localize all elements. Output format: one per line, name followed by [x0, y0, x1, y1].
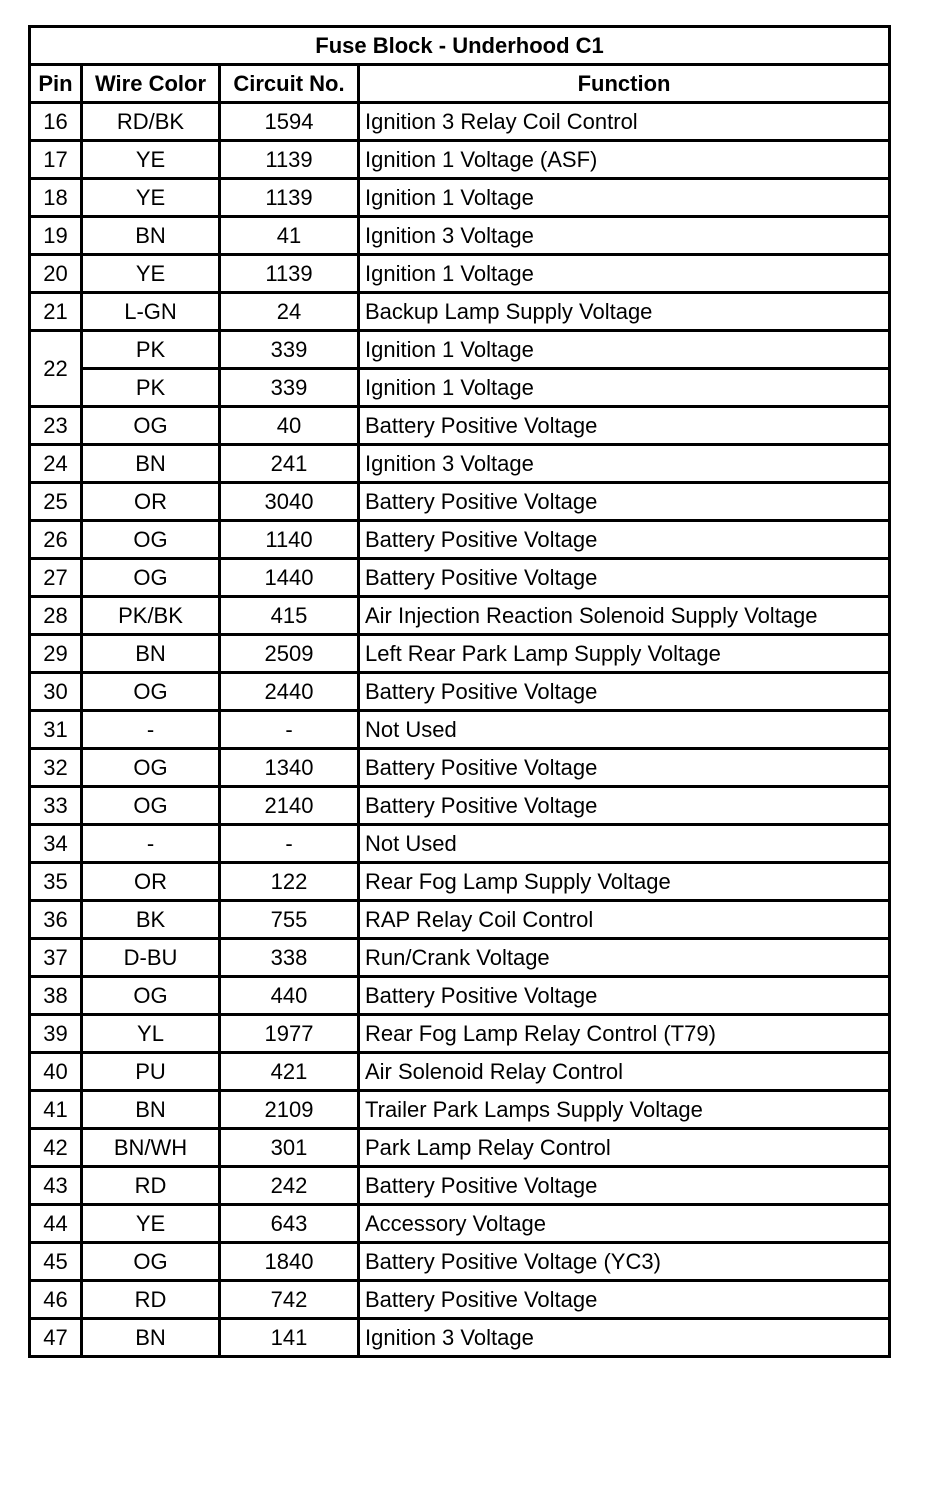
header-wire-color: Wire Color — [82, 65, 220, 103]
cell-wire-color: OG — [82, 521, 220, 559]
cell-pin: 34 — [30, 825, 82, 863]
cell-circuit-no: 415 — [220, 597, 359, 635]
cell-pin: 26 — [30, 521, 82, 559]
table-row — [30, 1319, 890, 1357]
table-row — [30, 559, 890, 597]
cell-function: Accessory Voltage — [359, 1205, 890, 1243]
table-row — [30, 1015, 890, 1053]
cell-wire-color: YL — [82, 1015, 220, 1053]
cell-circuit-no: 1340 — [220, 749, 359, 787]
table-row — [30, 635, 890, 673]
table-row — [30, 673, 890, 711]
cell-function: Battery Positive Voltage — [359, 787, 890, 825]
cell-circuit-no: 339 — [220, 331, 359, 369]
table-row — [30, 901, 890, 939]
cell-pin: 18 — [30, 179, 82, 217]
cell-function: Run/Crank Voltage — [359, 939, 890, 977]
cell-function: Left Rear Park Lamp Supply Voltage — [359, 635, 890, 673]
table-row — [30, 1129, 890, 1167]
cell-pin: 24 — [30, 445, 82, 483]
cell-circuit-no: 41 — [220, 217, 359, 255]
table-row — [30, 1091, 890, 1129]
table-row — [30, 103, 890, 141]
cell-function: Ignition 3 Voltage — [359, 1319, 890, 1357]
cell-wire-color: OG — [82, 559, 220, 597]
cell-function: Ignition 1 Voltage (ASF) — [359, 141, 890, 179]
cell-function: Battery Positive Voltage — [359, 749, 890, 787]
cell-wire-color: YE — [82, 1205, 220, 1243]
cell-pin: 37 — [30, 939, 82, 977]
cell-circuit-no: 2109 — [220, 1091, 359, 1129]
table-row — [30, 141, 890, 179]
cell-circuit-no: 2140 — [220, 787, 359, 825]
cell-wire-color: BN — [82, 1091, 220, 1129]
cell-wire-color: OG — [82, 407, 220, 445]
cell-pin: 28 — [30, 597, 82, 635]
cell-circuit-no: 241 — [220, 445, 359, 483]
cell-function: Battery Positive Voltage — [359, 483, 890, 521]
cell-function: Trailer Park Lamps Supply Voltage — [359, 1091, 890, 1129]
cell-circuit-no: 24 — [220, 293, 359, 331]
cell-wire-color: BN — [82, 1319, 220, 1357]
cell-function: Park Lamp Relay Control — [359, 1129, 890, 1167]
cell-pin: 42 — [30, 1129, 82, 1167]
cell-pin: 31 — [30, 711, 82, 749]
cell-function: Ignition 1 Voltage — [359, 369, 890, 407]
cell-pin: 32 — [30, 749, 82, 787]
cell-circuit-no: 40 — [220, 407, 359, 445]
cell-wire-color: RD — [82, 1167, 220, 1205]
cell-function: Ignition 3 Voltage — [359, 217, 890, 255]
cell-circuit-no: 301 — [220, 1129, 359, 1167]
cell-circuit-no: 2509 — [220, 635, 359, 673]
table-row — [30, 863, 890, 901]
table-row — [30, 977, 890, 1015]
cell-circuit-no: 742 — [220, 1281, 359, 1319]
cell-function: Battery Positive Voltage — [359, 559, 890, 597]
cell-function: Ignition 1 Voltage — [359, 331, 890, 369]
cell-pin: 38 — [30, 977, 82, 1015]
cell-circuit-no: 1139 — [220, 255, 359, 293]
cell-circuit-no: 1139 — [220, 141, 359, 179]
cell-pin: 41 — [30, 1091, 82, 1129]
table-row — [30, 445, 890, 483]
table-row — [30, 1205, 890, 1243]
cell-pin: 33 — [30, 787, 82, 825]
table-row — [30, 1167, 890, 1205]
cell-circuit-no: 440 — [220, 977, 359, 1015]
cell-pin: 47 — [30, 1319, 82, 1357]
cell-circuit-no: 338 — [220, 939, 359, 977]
table-row — [30, 521, 890, 559]
cell-pin: 29 — [30, 635, 82, 673]
cell-pin: 40 — [30, 1053, 82, 1091]
cell-circuit-no: 242 — [220, 1167, 359, 1205]
table-row — [30, 749, 890, 787]
cell-wire-color: BN — [82, 445, 220, 483]
cell-wire-color: PK — [82, 331, 220, 369]
cell-wire-color: BN — [82, 635, 220, 673]
cell-wire-color: - — [82, 711, 220, 749]
table-row — [30, 787, 890, 825]
cell-pin: 19 — [30, 217, 82, 255]
cell-pin: 44 — [30, 1205, 82, 1243]
header-circuit-no: Circuit No. — [220, 65, 359, 103]
cell-pin: 43 — [30, 1167, 82, 1205]
cell-wire-color: YE — [82, 179, 220, 217]
cell-pin: 45 — [30, 1243, 82, 1281]
cell-function: Ignition 3 Voltage — [359, 445, 890, 483]
cell-circuit-no: 755 — [220, 901, 359, 939]
table-row — [30, 179, 890, 217]
cell-circuit-no: 141 — [220, 1319, 359, 1357]
cell-circuit-no: 3040 — [220, 483, 359, 521]
cell-function: Not Used — [359, 711, 890, 749]
table-row — [30, 407, 890, 445]
cell-wire-color: BN — [82, 217, 220, 255]
cell-wire-color: PU — [82, 1053, 220, 1091]
table-row — [30, 293, 890, 331]
cell-function: Rear Fog Lamp Supply Voltage — [359, 863, 890, 901]
table-title: Fuse Block - Underhood C1 — [30, 27, 890, 65]
cell-function: Ignition 3 Relay Coil Control — [359, 103, 890, 141]
cell-wire-color: - — [82, 825, 220, 863]
cell-function: Battery Positive Voltage — [359, 407, 890, 445]
cell-function: Air Solenoid Relay Control — [359, 1053, 890, 1091]
cell-pin: 30 — [30, 673, 82, 711]
cell-wire-color: RD/BK — [82, 103, 220, 141]
cell-wire-color: YE — [82, 141, 220, 179]
cell-pin: 36 — [30, 901, 82, 939]
table-row — [30, 255, 890, 293]
header-function: Function — [359, 65, 890, 103]
table-row — [30, 1053, 890, 1091]
table-row — [30, 369, 890, 407]
table-row — [30, 939, 890, 977]
cell-pin: 23 — [30, 407, 82, 445]
cell-circuit-no: 1594 — [220, 103, 359, 141]
cell-function: Battery Positive Voltage (YC3) — [359, 1243, 890, 1281]
table-row — [30, 483, 890, 521]
cell-wire-color: PK/BK — [82, 597, 220, 635]
cell-function: Battery Positive Voltage — [359, 521, 890, 559]
cell-circuit-no: 1139 — [220, 179, 359, 217]
cell-circuit-no: - — [220, 825, 359, 863]
cell-wire-color: L-GN — [82, 293, 220, 331]
table-row — [30, 331, 890, 369]
table-body — [30, 103, 890, 1357]
cell-pin: 35 — [30, 863, 82, 901]
cell-function: Ignition 1 Voltage — [359, 179, 890, 217]
cell-wire-color: OG — [82, 787, 220, 825]
cell-circuit-no: 643 — [220, 1205, 359, 1243]
cell-pin: 39 — [30, 1015, 82, 1053]
cell-circuit-no: 1140 — [220, 521, 359, 559]
cell-circuit-no: 2440 — [220, 673, 359, 711]
connector-pinout-table — [28, 25, 891, 1358]
cell-wire-color: BN/WH — [82, 1129, 220, 1167]
cell-wire-color: YE — [82, 255, 220, 293]
cell-pin: 27 — [30, 559, 82, 597]
cell-function: Rear Fog Lamp Relay Control (T79) — [359, 1015, 890, 1053]
cell-pin: 22 — [30, 331, 82, 407]
cell-wire-color: RD — [82, 1281, 220, 1319]
cell-circuit-no: 1977 — [220, 1015, 359, 1053]
table-row — [30, 217, 890, 255]
cell-pin: 25 — [30, 483, 82, 521]
cell-circuit-no: 1840 — [220, 1243, 359, 1281]
cell-function: Battery Positive Voltage — [359, 1167, 890, 1205]
cell-wire-color: OG — [82, 673, 220, 711]
table-row — [30, 1243, 890, 1281]
connector-table-container — [28, 25, 891, 1358]
cell-wire-color: OR — [82, 483, 220, 521]
cell-pin: 20 — [30, 255, 82, 293]
cell-function: Air Injection Reaction Solenoid Supply Voltage — [359, 597, 890, 635]
cell-function: Ignition 1 Voltage — [359, 255, 890, 293]
cell-wire-color: OG — [82, 1243, 220, 1281]
table-row — [30, 711, 890, 749]
table-row — [30, 825, 890, 863]
cell-pin: 16 — [30, 103, 82, 141]
cell-circuit-no: 421 — [220, 1053, 359, 1091]
cell-function: Battery Positive Voltage — [359, 1281, 890, 1319]
cell-pin: 21 — [30, 293, 82, 331]
cell-function: Battery Positive Voltage — [359, 673, 890, 711]
cell-circuit-no: 122 — [220, 863, 359, 901]
cell-function: RAP Relay Coil Control — [359, 901, 890, 939]
cell-pin: 46 — [30, 1281, 82, 1319]
cell-wire-color: OG — [82, 749, 220, 787]
cell-wire-color: D-BU — [82, 939, 220, 977]
cell-wire-color: BK — [82, 901, 220, 939]
cell-function: Backup Lamp Supply Voltage — [359, 293, 890, 331]
cell-wire-color: OG — [82, 977, 220, 1015]
cell-wire-color: OR — [82, 863, 220, 901]
header-pin: Pin — [30, 65, 82, 103]
cell-circuit-no: 339 — [220, 369, 359, 407]
table-row — [30, 1281, 890, 1319]
table-row — [30, 597, 890, 635]
cell-function: Battery Positive Voltage — [359, 977, 890, 1015]
cell-pin: 17 — [30, 141, 82, 179]
cell-circuit-no: - — [220, 711, 359, 749]
cell-circuit-no: 1440 — [220, 559, 359, 597]
cell-function: Not Used — [359, 825, 890, 863]
cell-wire-color: PK — [82, 369, 220, 407]
